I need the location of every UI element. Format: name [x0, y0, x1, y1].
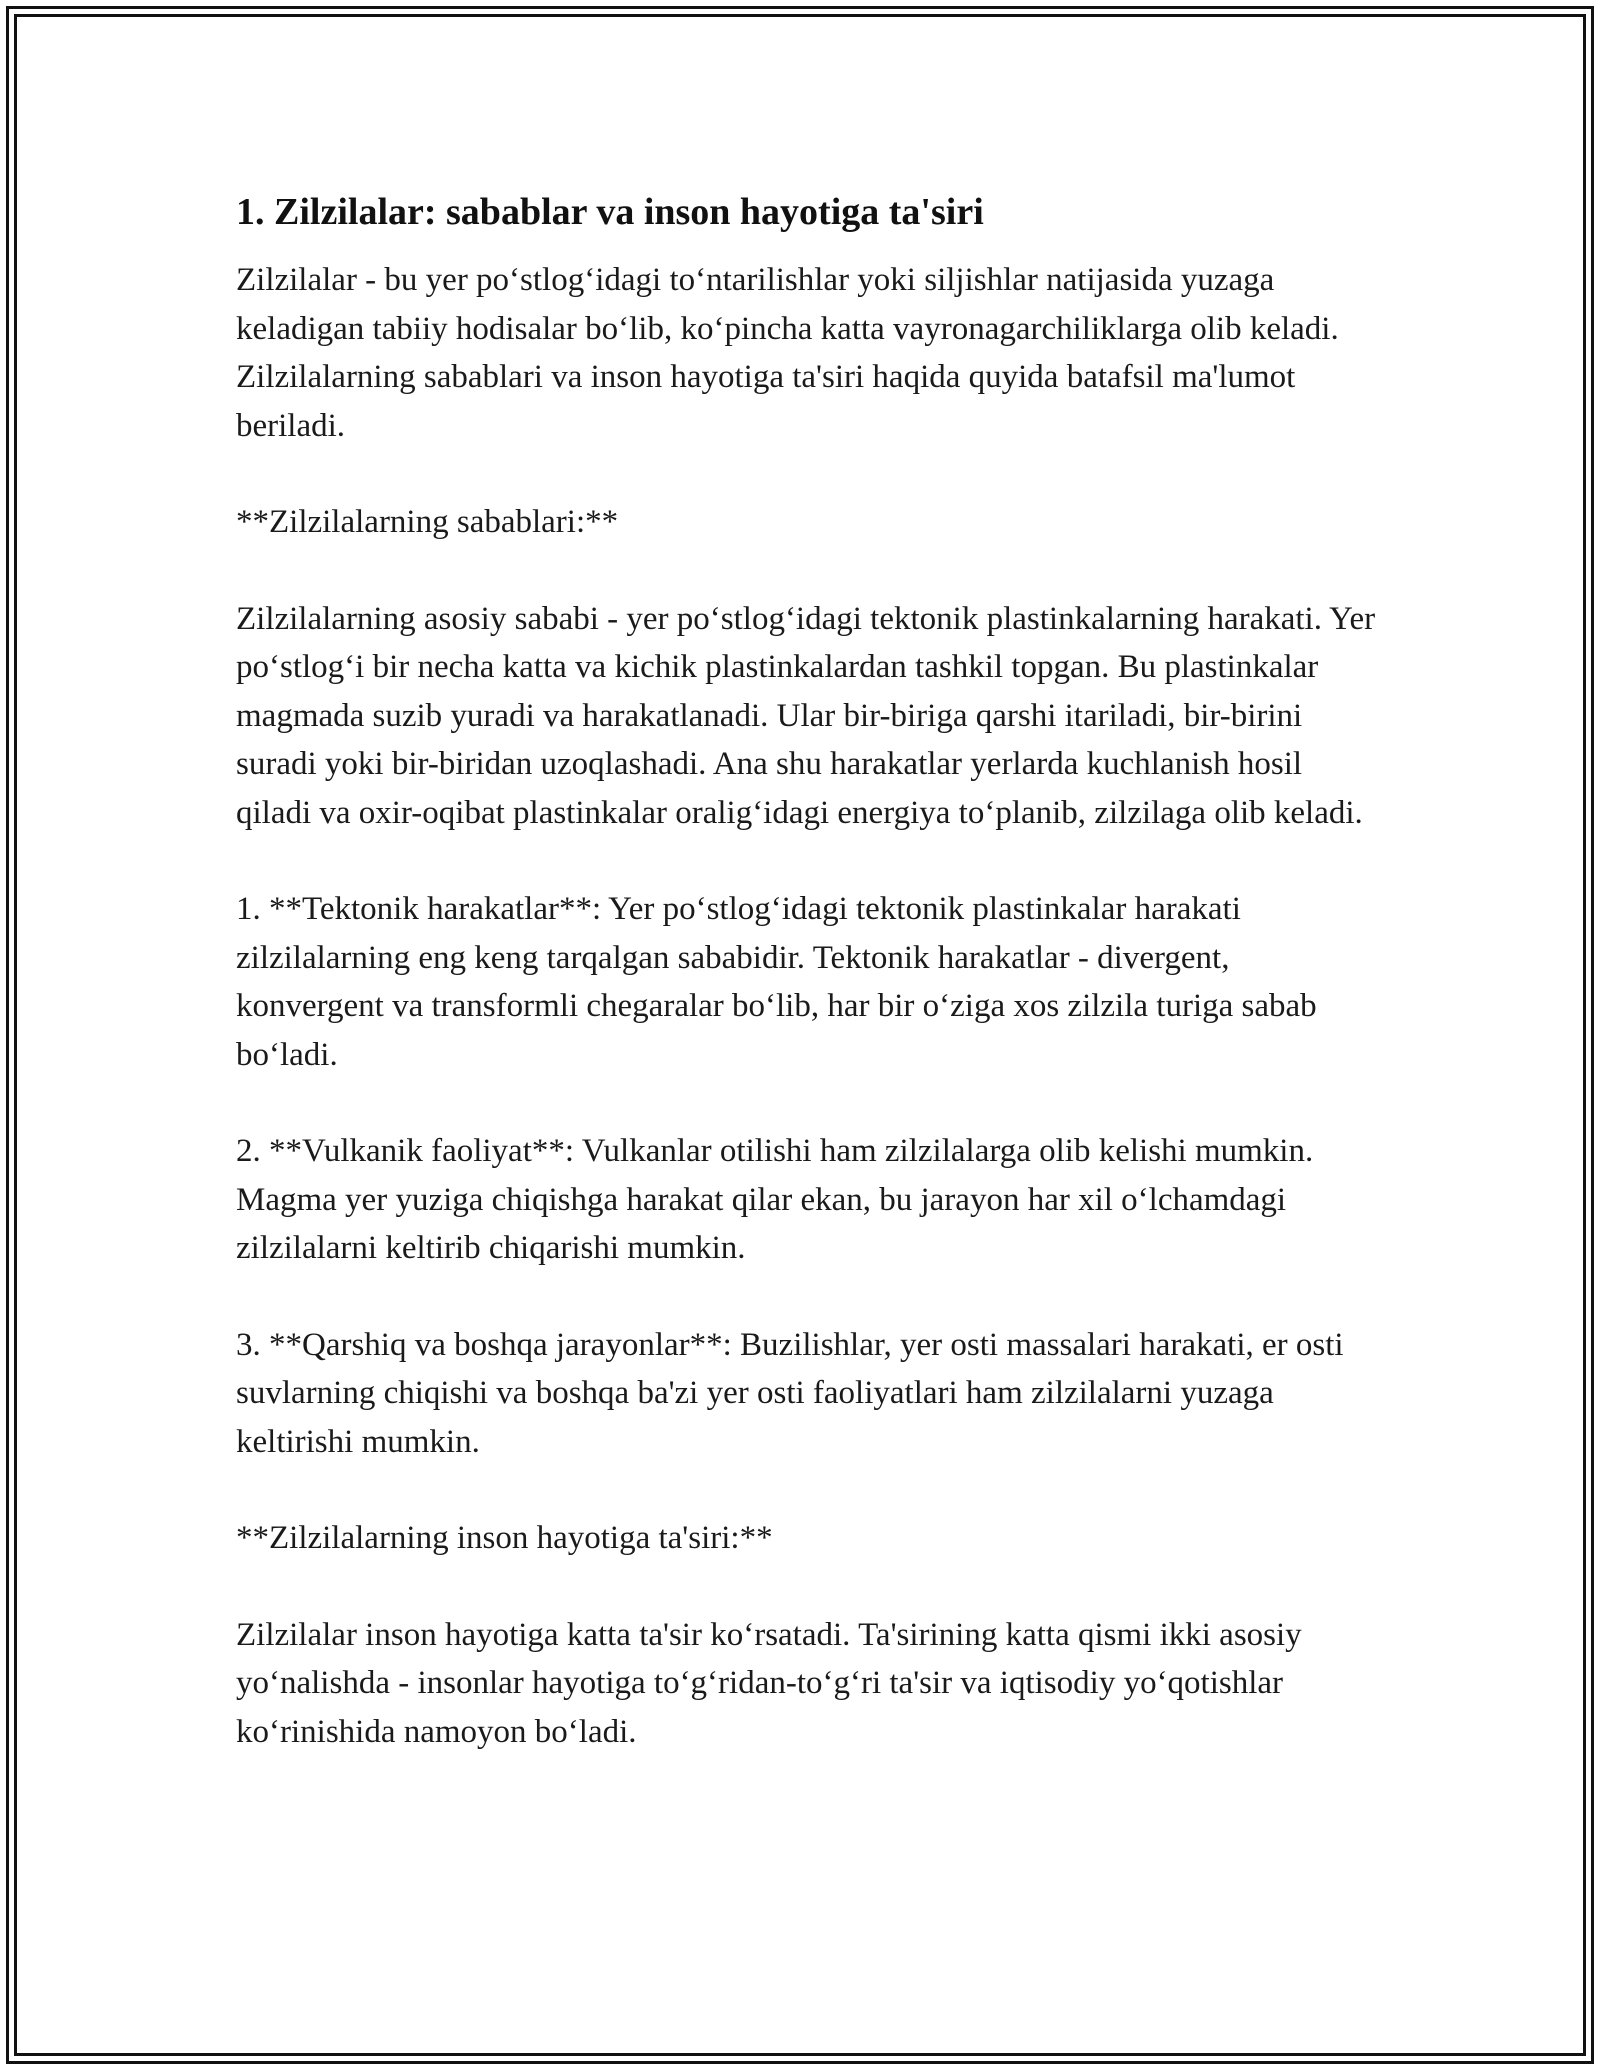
cause-item-volcanic: 2. **Vulkanik faoliyat**: Vulkanlar otilishi ham zilzilalarga olib kelishi mumkin. Magma yer yuziga chiqishga harakat qilar ekan, bu jarayon har xil o‘lchamdagi zilzilalarni keltirib chiqarishi mumkin. [236, 1133, 1314, 1266]
document-body [236, 186, 1376, 1804]
impact-paragraph: Zilzilalar inson hayotiga katta ta'sir ko‘rsatadi. Ta'sirining katta qismi ikki asosiy yo‘nalishda - insonlar hayotiga to‘g‘ridan-to‘g‘ri ta'sir va iqtisodiy yo‘qotishlar ko‘rinishida namoyon bo‘ladi. [236, 1616, 1302, 1750]
causes-paragraph: Zilzilalarning asosiy sababi - yer po‘stlog‘idagi tektonik plastinkalarning harakati. Yer po‘stlog‘i bir necha katta va kichik plastinkalardan tashkil topgan. Bu plastinkalar magmada suzib yuradi va harakatlanadi. Ular bir-biriga qarshi itariladi, bir-birini suradi yoki bir-biridan uzoqlashadi. Ana shu harakatlar yerlarda kuchlanish hosil qiladi va oxir-oqibat plastinkalar oralig‘idagi energiya to‘planib, zilzilaga olib keladi. [236, 600, 1376, 831]
cause-item-tectonic: 1. **Tektonik harakatlar**: Yer po‘stlog‘idagi tektonik plastinkalar harakati zilzilalarning eng keng tarqalgan sababidir. Tektonik harakatlar - divergent, konvergent va transformli chegaralar bo‘lib, har bir o‘ziga xos zilzila turiga sabab bo‘ladi. [236, 891, 1317, 1073]
document-title: 1. Zilzilalar: sabablar va inson hayotiga ta'siri [236, 191, 984, 233]
cause-item-other: 3. **Qarshiq va boshqa jarayonlar**: Buzilishlar, yer osti massalari harakati, er osti suvlarning chiqishi va boshqa ba'zi yer osti faoliyatlari ham zilzilalarni yuzaga keltirishi mumkin. [236, 1326, 1344, 1460]
intro-paragraph: Zilzilalar - bu yer po‘stlog‘idagi to‘ntarilishlar yoki siljishlar natijasida yuzaga keladigan tabiiy hodisalar bo‘lib, ko‘pincha katta vayronagarchiliklarga olib keladi. Zilzilalarning sabablari va inson hayotiga ta'siri haqida quyida batafsil ma'lumot beriladi. [236, 262, 1339, 444]
causes-heading: **Zilzilalarning sabablari:** [236, 504, 619, 540]
impact-heading: **Zilzilalarning inson hayotiga ta'siri:** [236, 1520, 773, 1556]
